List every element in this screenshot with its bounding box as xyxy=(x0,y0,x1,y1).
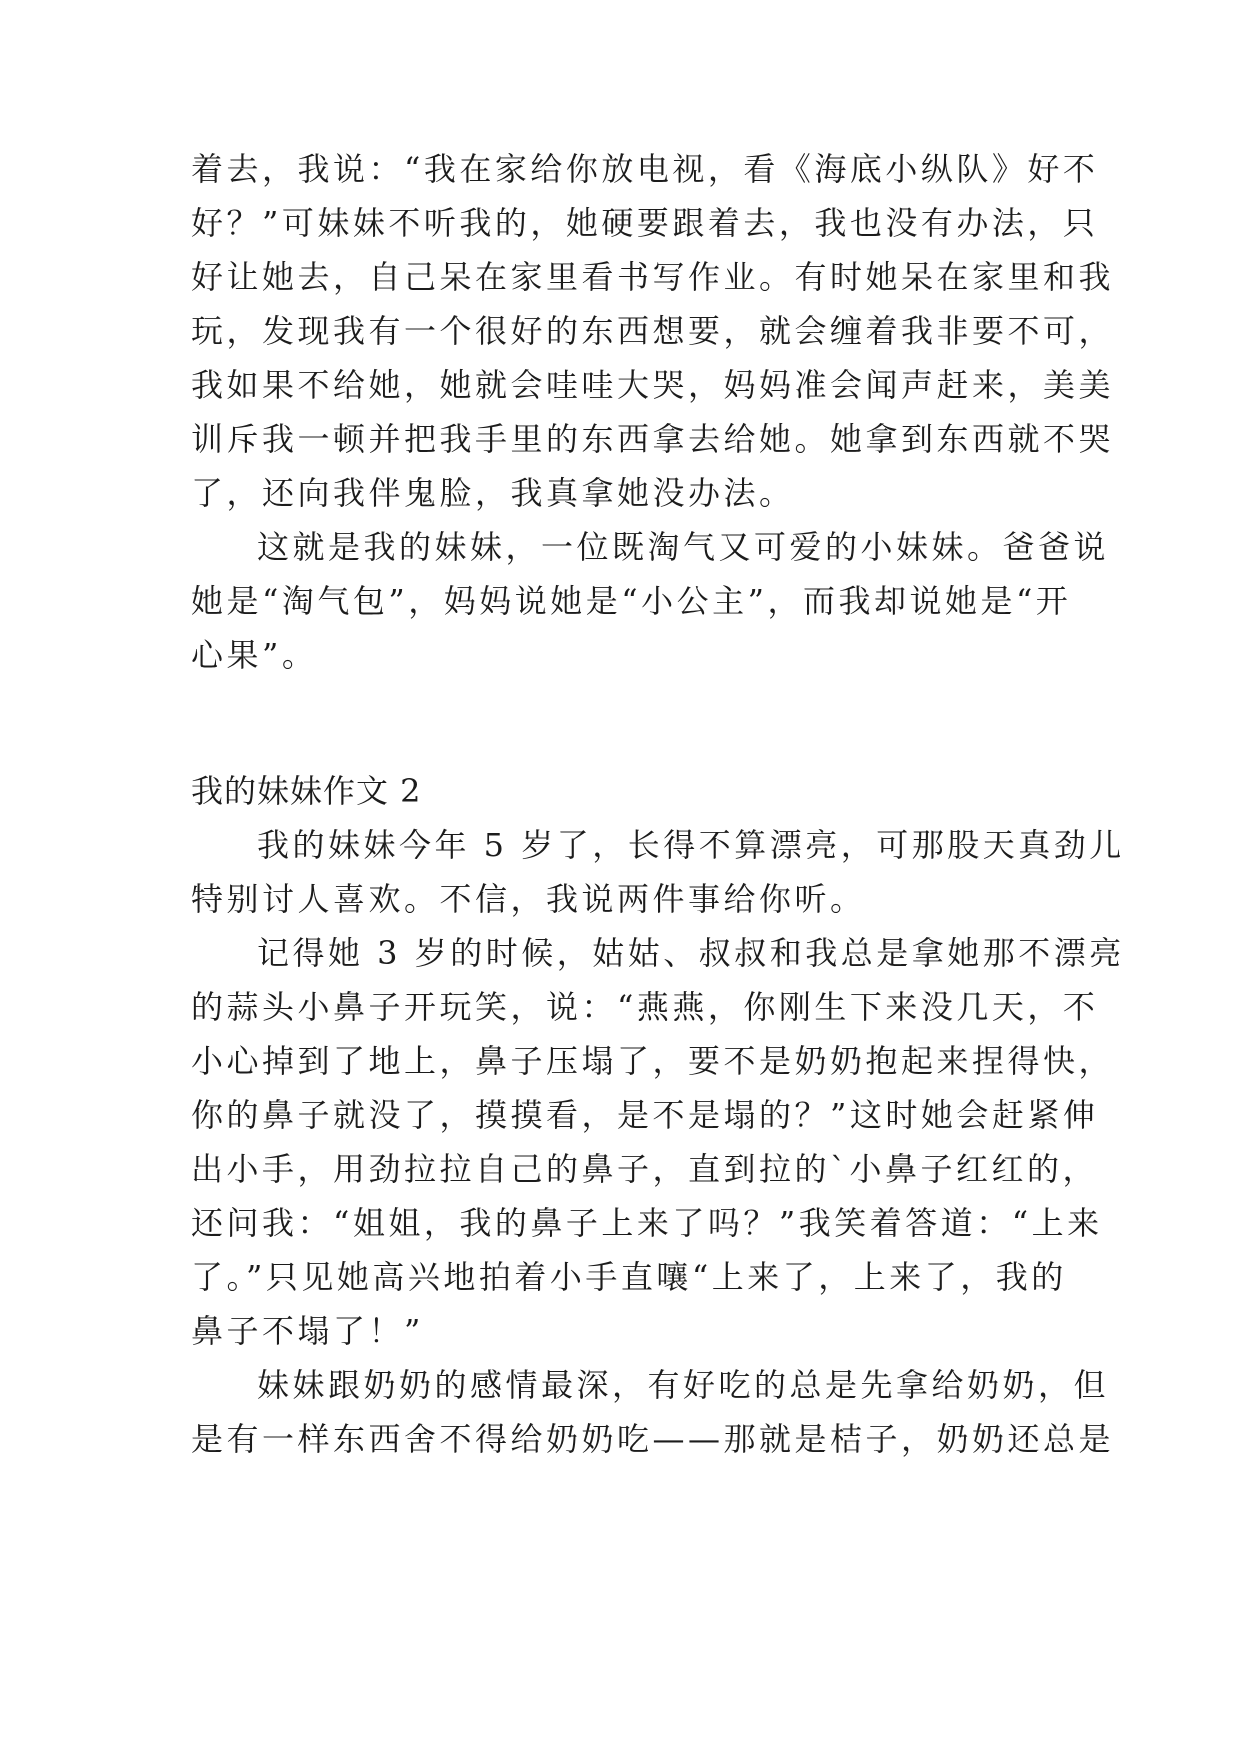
text-line: 训斥我一顿并把我手里的东西拿去给她。她拿到东西就不哭 xyxy=(191,420,1115,458)
text-line: 我的妹妹今年 5 岁了，长得不算漂亮，可那股天真劲儿 xyxy=(257,826,1125,864)
text-line: 记得她 3 岁的时候，姑姑、叔叔和我总是拿她那不漂亮 xyxy=(257,934,1125,972)
text-line: 玩，发现我有一个很好的东西想要，就会缠着我非要不可， xyxy=(191,312,1115,350)
text-line: 我如果不给她，她就会哇哇大哭，妈妈准会闻声赶来，美美 xyxy=(191,366,1115,404)
text-line: 你的鼻子就没了，摸摸看，是不是塌的？”这时她会赶紧伸 xyxy=(191,1096,1099,1134)
text-line: 是有一样东西舍不得给奶奶吃——那就是桔子，奶奶还总是 xyxy=(191,1420,1115,1458)
text-line: 的蒜头小鼻子开玩笑，说：“燕燕，你刚生下来没几天，不 xyxy=(191,988,1099,1026)
text-line: 好让她去，自己呆在家里看书写作业。有时她呆在家里和我 xyxy=(191,258,1115,296)
text-line: 了，还向我伴鬼脸，我真拿她没办法。 xyxy=(191,474,795,512)
text-line: 这就是我的妹妹，一位既淘气又可爱的小妹妹。爸爸说 xyxy=(257,528,1110,566)
text-line: 了。”只见她高兴地拍着小手直嚷“上来了，上来了，我的 xyxy=(191,1258,1067,1296)
text-line: 鼻子不塌了！” xyxy=(191,1312,424,1350)
text-line: 心果”。 xyxy=(191,636,318,674)
text-line: 小心掉到了地上，鼻子压塌了，要不是奶奶抱起来捏得快， xyxy=(191,1042,1115,1080)
text-line: 特别讨人喜欢。不信，我说两件事给你听。 xyxy=(191,880,866,918)
text-line: 出小手，用劲拉拉自己的鼻子，直到拉的`小鼻子红红的， xyxy=(191,1150,1099,1188)
essay-title: 我的妹妹作文 2 xyxy=(191,772,422,810)
text-line: 她是“淘气包”，妈妈说她是“小公主”，而我却说她是“开 xyxy=(191,582,1072,620)
text-line: 还问我：“姐姐，我的鼻子上来了吗？”我笑着答道：“上来 xyxy=(191,1204,1103,1242)
text-line: 妹妹跟奶奶的感情最深，有好吃的总是先拿给奶奶，但 xyxy=(257,1366,1110,1404)
text-line: 着去，我说：“我在家给你放电视，看《海底小纵队》好不 xyxy=(191,150,1099,188)
text-line: 好？”可妹妹不听我的，她硬要跟着去，我也没有办法，只 xyxy=(191,204,1099,242)
